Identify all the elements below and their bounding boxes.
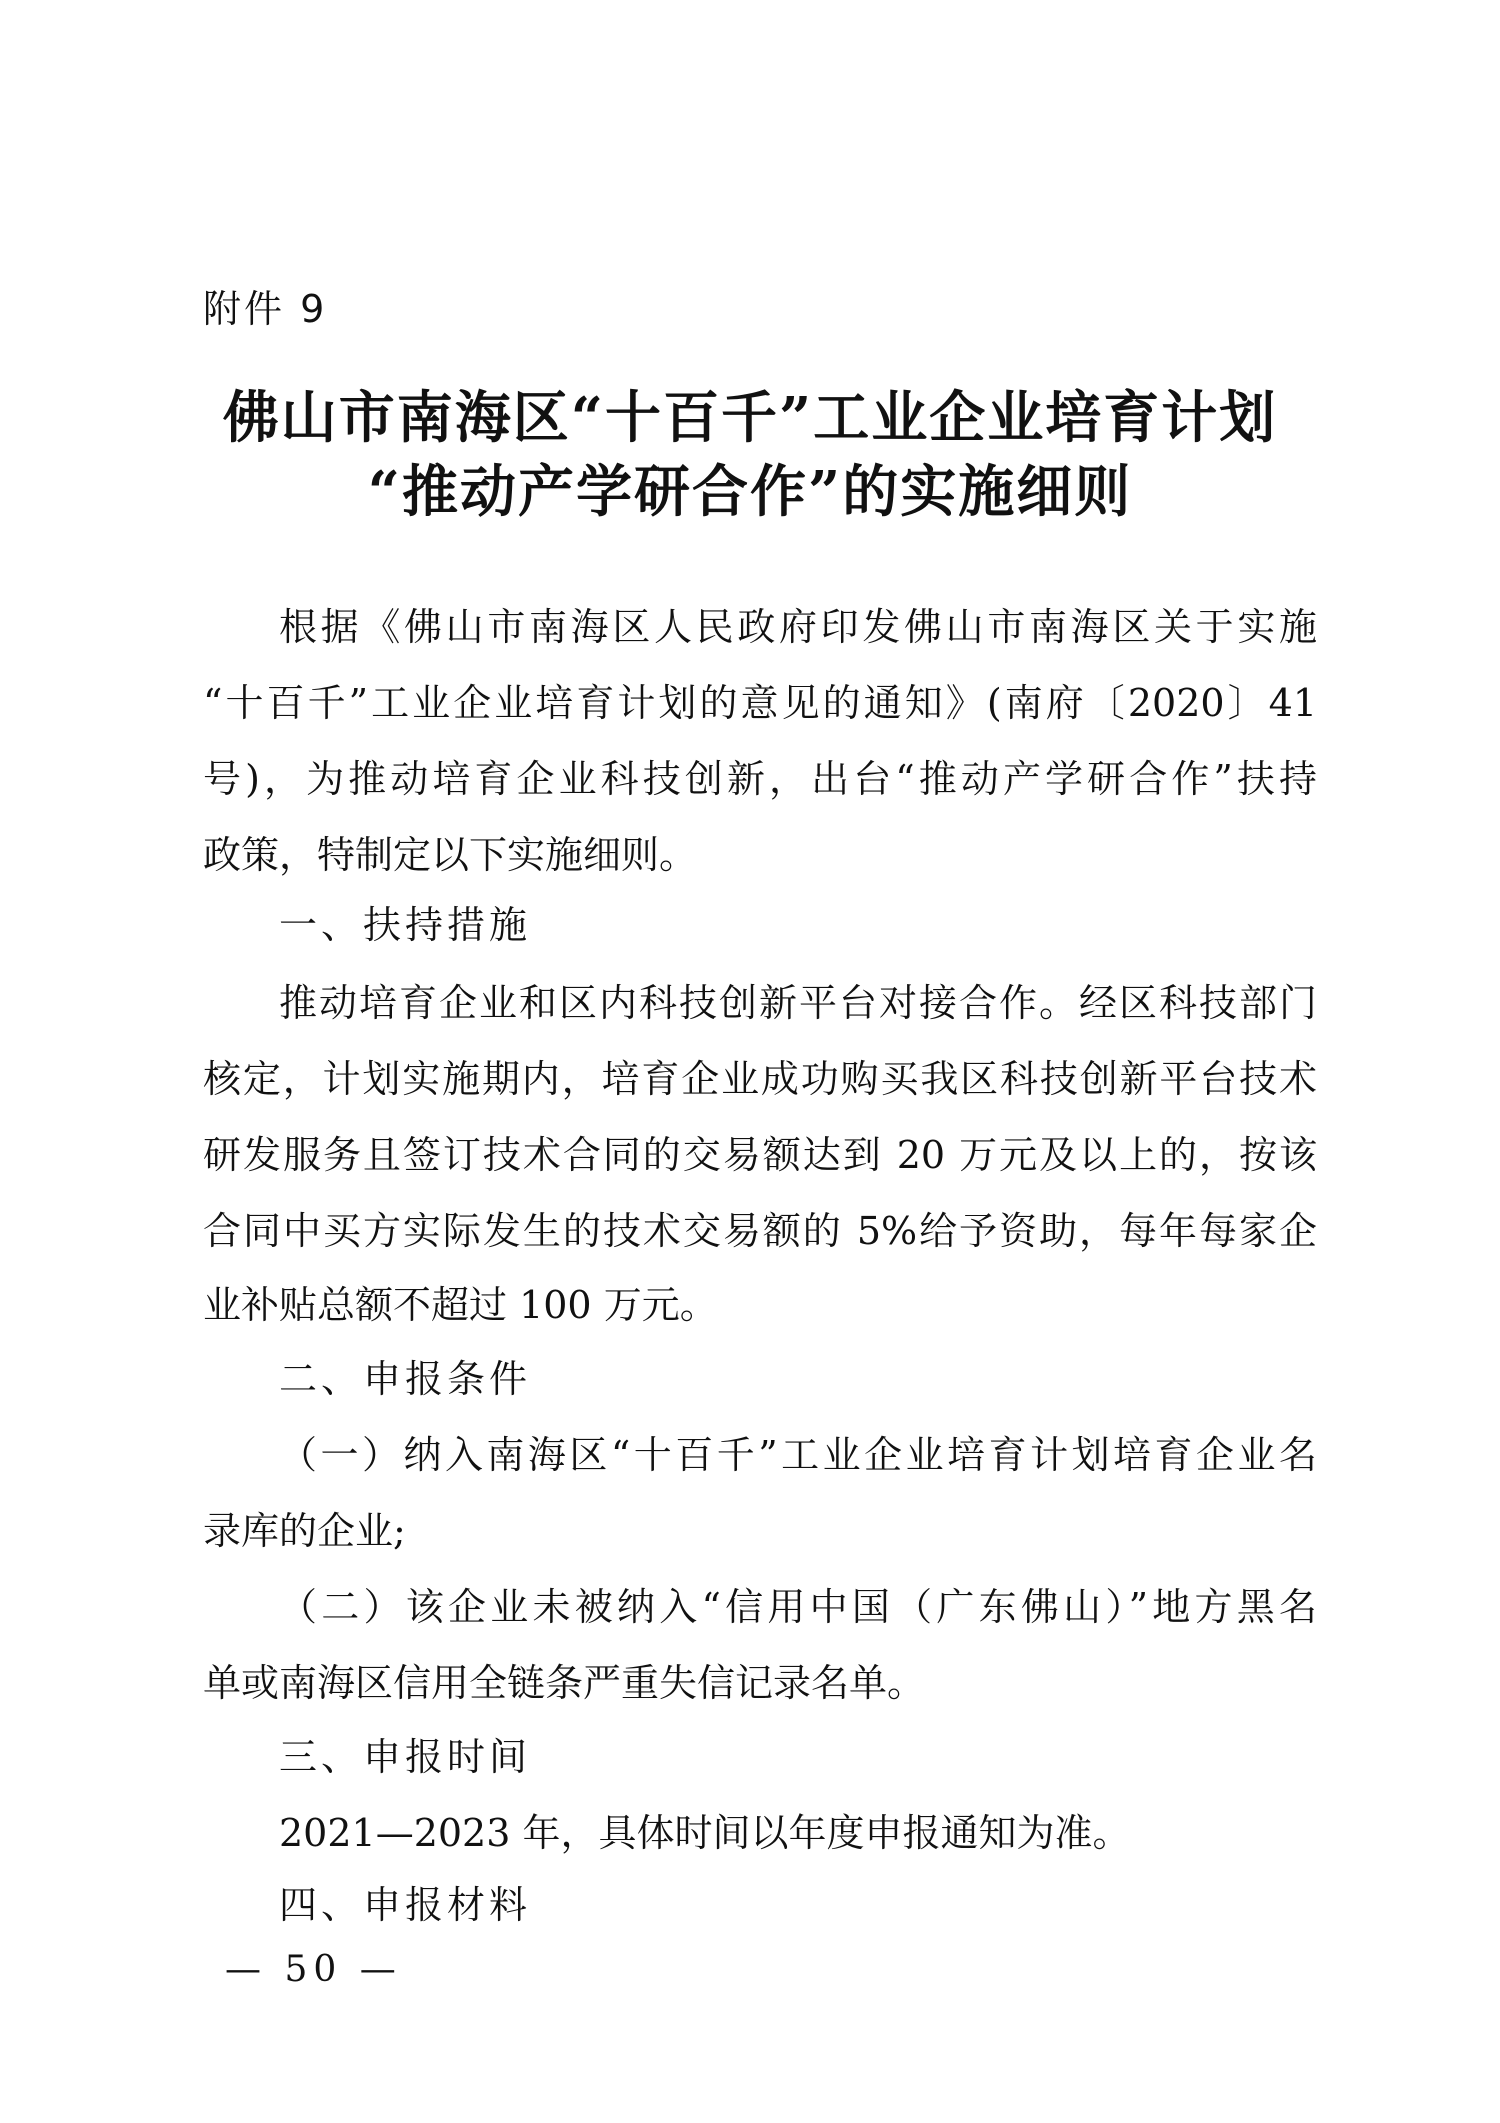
intro-line: 根据《佛山市南海区人民政府印发佛山市南海区关于实施 bbox=[279, 605, 1317, 649]
section1-line: 研发服务且签订技术合同的交易额达到 20 万元及以上的，按该 bbox=[203, 1133, 1317, 1177]
section-heading-application-materials: 四、申报材料 bbox=[279, 1883, 532, 1927]
attachment-label: 附件 9 bbox=[203, 287, 328, 331]
section-heading-application-conditions: 二、申报条件 bbox=[279, 1357, 532, 1401]
section-heading-support-measures: 一、扶持措施 bbox=[279, 903, 532, 947]
intro-line: “十百千”工业企业培育计划的意见的通知》(南府〔2020〕41 bbox=[203, 681, 1317, 725]
section1-line: 合同中买方实际发生的技术交易额的 5%给予资助，每年每家企 bbox=[203, 1209, 1317, 1253]
condition-item-2-line: 单或南海区信用全链条严重失信记录名单。 bbox=[203, 1661, 926, 1705]
application-time-line: 2021—2023 年，具体时间以年度申报通知为准。 bbox=[279, 1811, 1131, 1855]
document-title-line-1: 佛山市南海区“十百千”工业企业培育计划 bbox=[222, 385, 1278, 451]
condition-item-1-line: （一）纳入南海区“十百千”工业企业培育计划培育企业名 bbox=[279, 1433, 1317, 1477]
document-title-line-2: “推动产学研合作”的实施细则 bbox=[367, 459, 1133, 525]
page-number: — 50 — bbox=[225, 1949, 402, 1990]
section1-line: 推动培育企业和区内科技创新平台对接合作。经区科技部门 bbox=[279, 981, 1317, 1025]
intro-line: 政策，特制定以下实施细则。 bbox=[203, 833, 698, 877]
section-heading-application-time: 三、申报时间 bbox=[279, 1735, 532, 1779]
condition-item-1-line: 录库的企业; bbox=[203, 1509, 406, 1553]
section1-line: 核定，计划实施期内，培育企业成功购买我区科技创新平台技术 bbox=[203, 1057, 1317, 1101]
intro-line: 号)，为推动培育企业科技创新，出台“推动产学研合作”扶持 bbox=[203, 757, 1317, 801]
condition-item-2-line: （二）该企业未被纳入“信用中国（广东佛山）”地方黑名 bbox=[279, 1585, 1317, 1629]
section1-line: 业补贴总额不超过 100 万元。 bbox=[203, 1283, 718, 1327]
